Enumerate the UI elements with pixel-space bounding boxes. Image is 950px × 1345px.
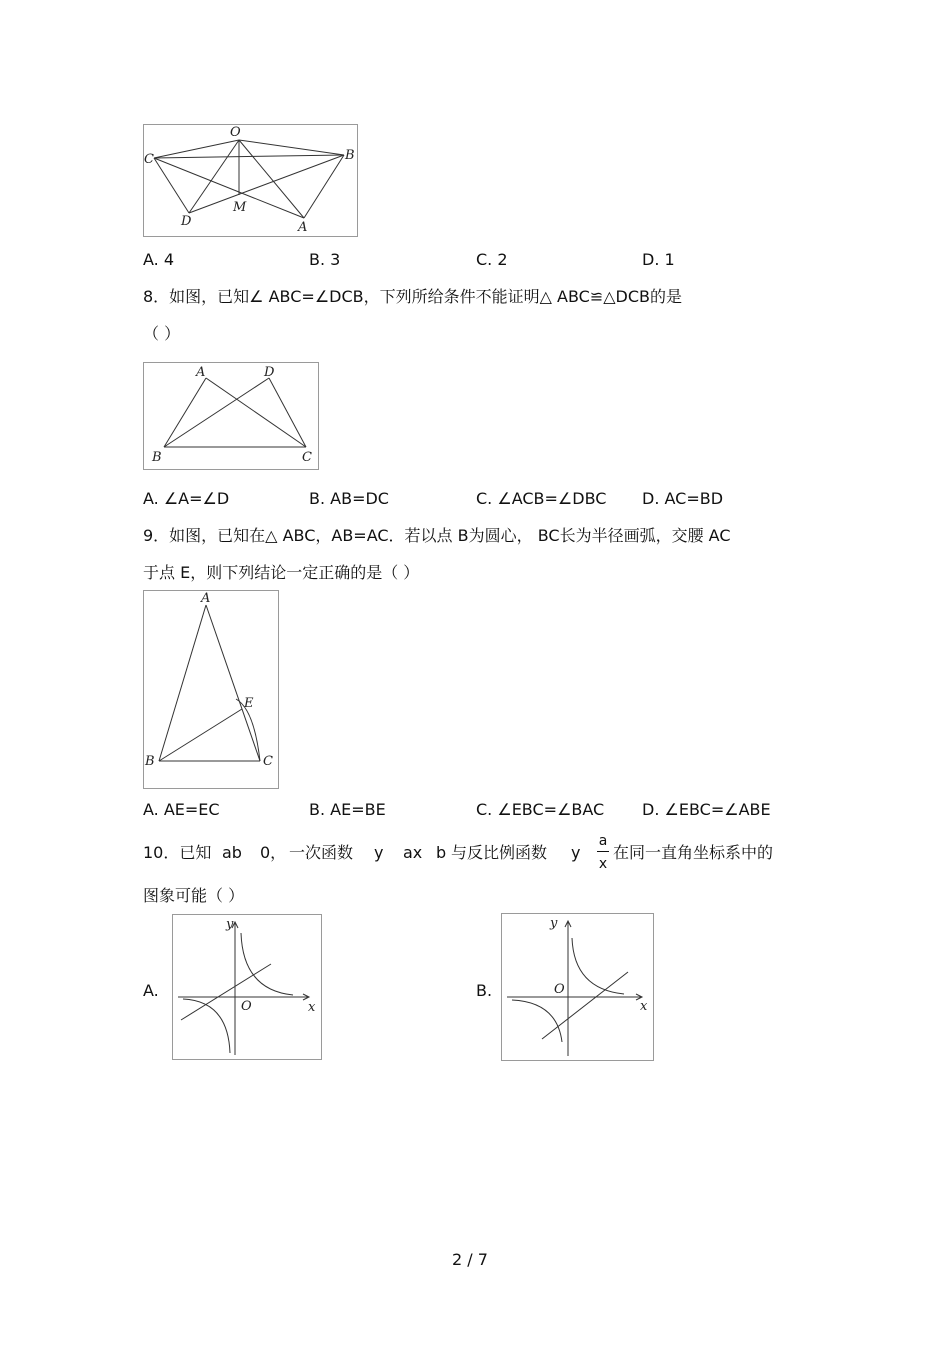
q7-label-a: A xyxy=(298,220,308,235)
q10-var-y1: y xyxy=(374,843,384,862)
q8-question-line2: （ ） xyxy=(143,324,181,343)
q9-question-line2: 于点 E，则下列结论一定正确的是（ ） xyxy=(143,563,420,582)
q8-label-c: C xyxy=(302,450,312,465)
q10-graph-b xyxy=(501,913,654,1061)
q9-label-e: E xyxy=(244,696,254,711)
page-number: 2 / 7 xyxy=(452,1250,488,1269)
q8-label-b: B xyxy=(152,450,162,465)
q7-label-c: C xyxy=(144,152,154,167)
q8-option-a: A. ∠A=∠D xyxy=(143,489,230,508)
q9-question-line1: 9．如图，已知在△ ABC，AB=AC．若以点 B为圆心， BC长为半径画弧，交腰 AC xyxy=(143,526,731,545)
q10-var-y2: y xyxy=(571,843,581,862)
q10-graph-a-x-label: x xyxy=(308,1000,316,1015)
q8-figure xyxy=(143,362,319,470)
q10-var-ax: ax xyxy=(403,843,423,862)
q9-option-c: C. ∠EBC=∠BAC xyxy=(476,800,605,819)
q10-option-b-label: B. xyxy=(476,981,493,1000)
q10-graph-b-origin: O xyxy=(554,982,565,997)
q7-option-a: A. 4 xyxy=(143,250,175,269)
q8-label-a: A xyxy=(196,365,206,380)
q7-label-b: B xyxy=(345,148,355,163)
q8-option-c: C. ∠ACB=∠DBC xyxy=(476,489,607,508)
q9-label-a: A xyxy=(201,591,211,606)
q9-label-b: B xyxy=(145,754,155,769)
q10-var-b: b xyxy=(436,843,447,862)
q9-label-c: C xyxy=(263,754,273,769)
q10-frac-den: x xyxy=(598,856,608,872)
q10-graph-b-x-label: x xyxy=(640,999,648,1014)
q10-question-line2: 图象可能（ ） xyxy=(143,886,245,905)
q7-option-b: B. 3 xyxy=(309,250,341,269)
q10-text-tail: 在同一直角坐标系中的 xyxy=(613,843,774,862)
q9-option-a: A. AE=EC xyxy=(143,800,220,819)
q7-label-o: O xyxy=(230,125,241,140)
q10-frac-num: a xyxy=(598,833,608,849)
q10-text-lead: 10．已知 xyxy=(143,843,212,862)
q10-zero: 0， xyxy=(260,843,287,862)
q7-label-d: D xyxy=(181,214,192,229)
q7-option-c: C. 2 xyxy=(476,250,508,269)
q10-graph-a-y-label: y xyxy=(226,917,234,932)
q8-question-line1: 8．如图，已知∠ ABC=∠DCB，下列所给条件不能证明△ ABC≌△DCB的是 xyxy=(143,287,683,306)
q7-label-m: M xyxy=(233,200,247,215)
q10-option-a-label: A. xyxy=(143,981,159,1000)
q10-graph-b-y-label: y xyxy=(550,916,558,931)
q8-option-d: D. AC=BD xyxy=(642,489,724,508)
q10-text-linear: 一次函数 xyxy=(289,843,354,862)
q10-graph-a-origin: O xyxy=(241,999,252,1014)
q9-option-d: D. ∠EBC=∠ABE xyxy=(642,800,771,819)
q9-figure xyxy=(143,590,279,789)
q10-graph-a xyxy=(172,914,322,1060)
q9-option-b: B. AE=BE xyxy=(309,800,386,819)
q7-option-d: D. 1 xyxy=(642,250,675,269)
q8-label-d: D xyxy=(264,365,275,380)
q10-text-inverse: 与反比例函数 xyxy=(451,843,548,862)
q7-figure xyxy=(143,124,358,237)
q8-option-b: B. AB=DC xyxy=(309,489,389,508)
q10-frac-bar xyxy=(597,851,609,852)
q10-var-ab: ab xyxy=(222,843,242,862)
